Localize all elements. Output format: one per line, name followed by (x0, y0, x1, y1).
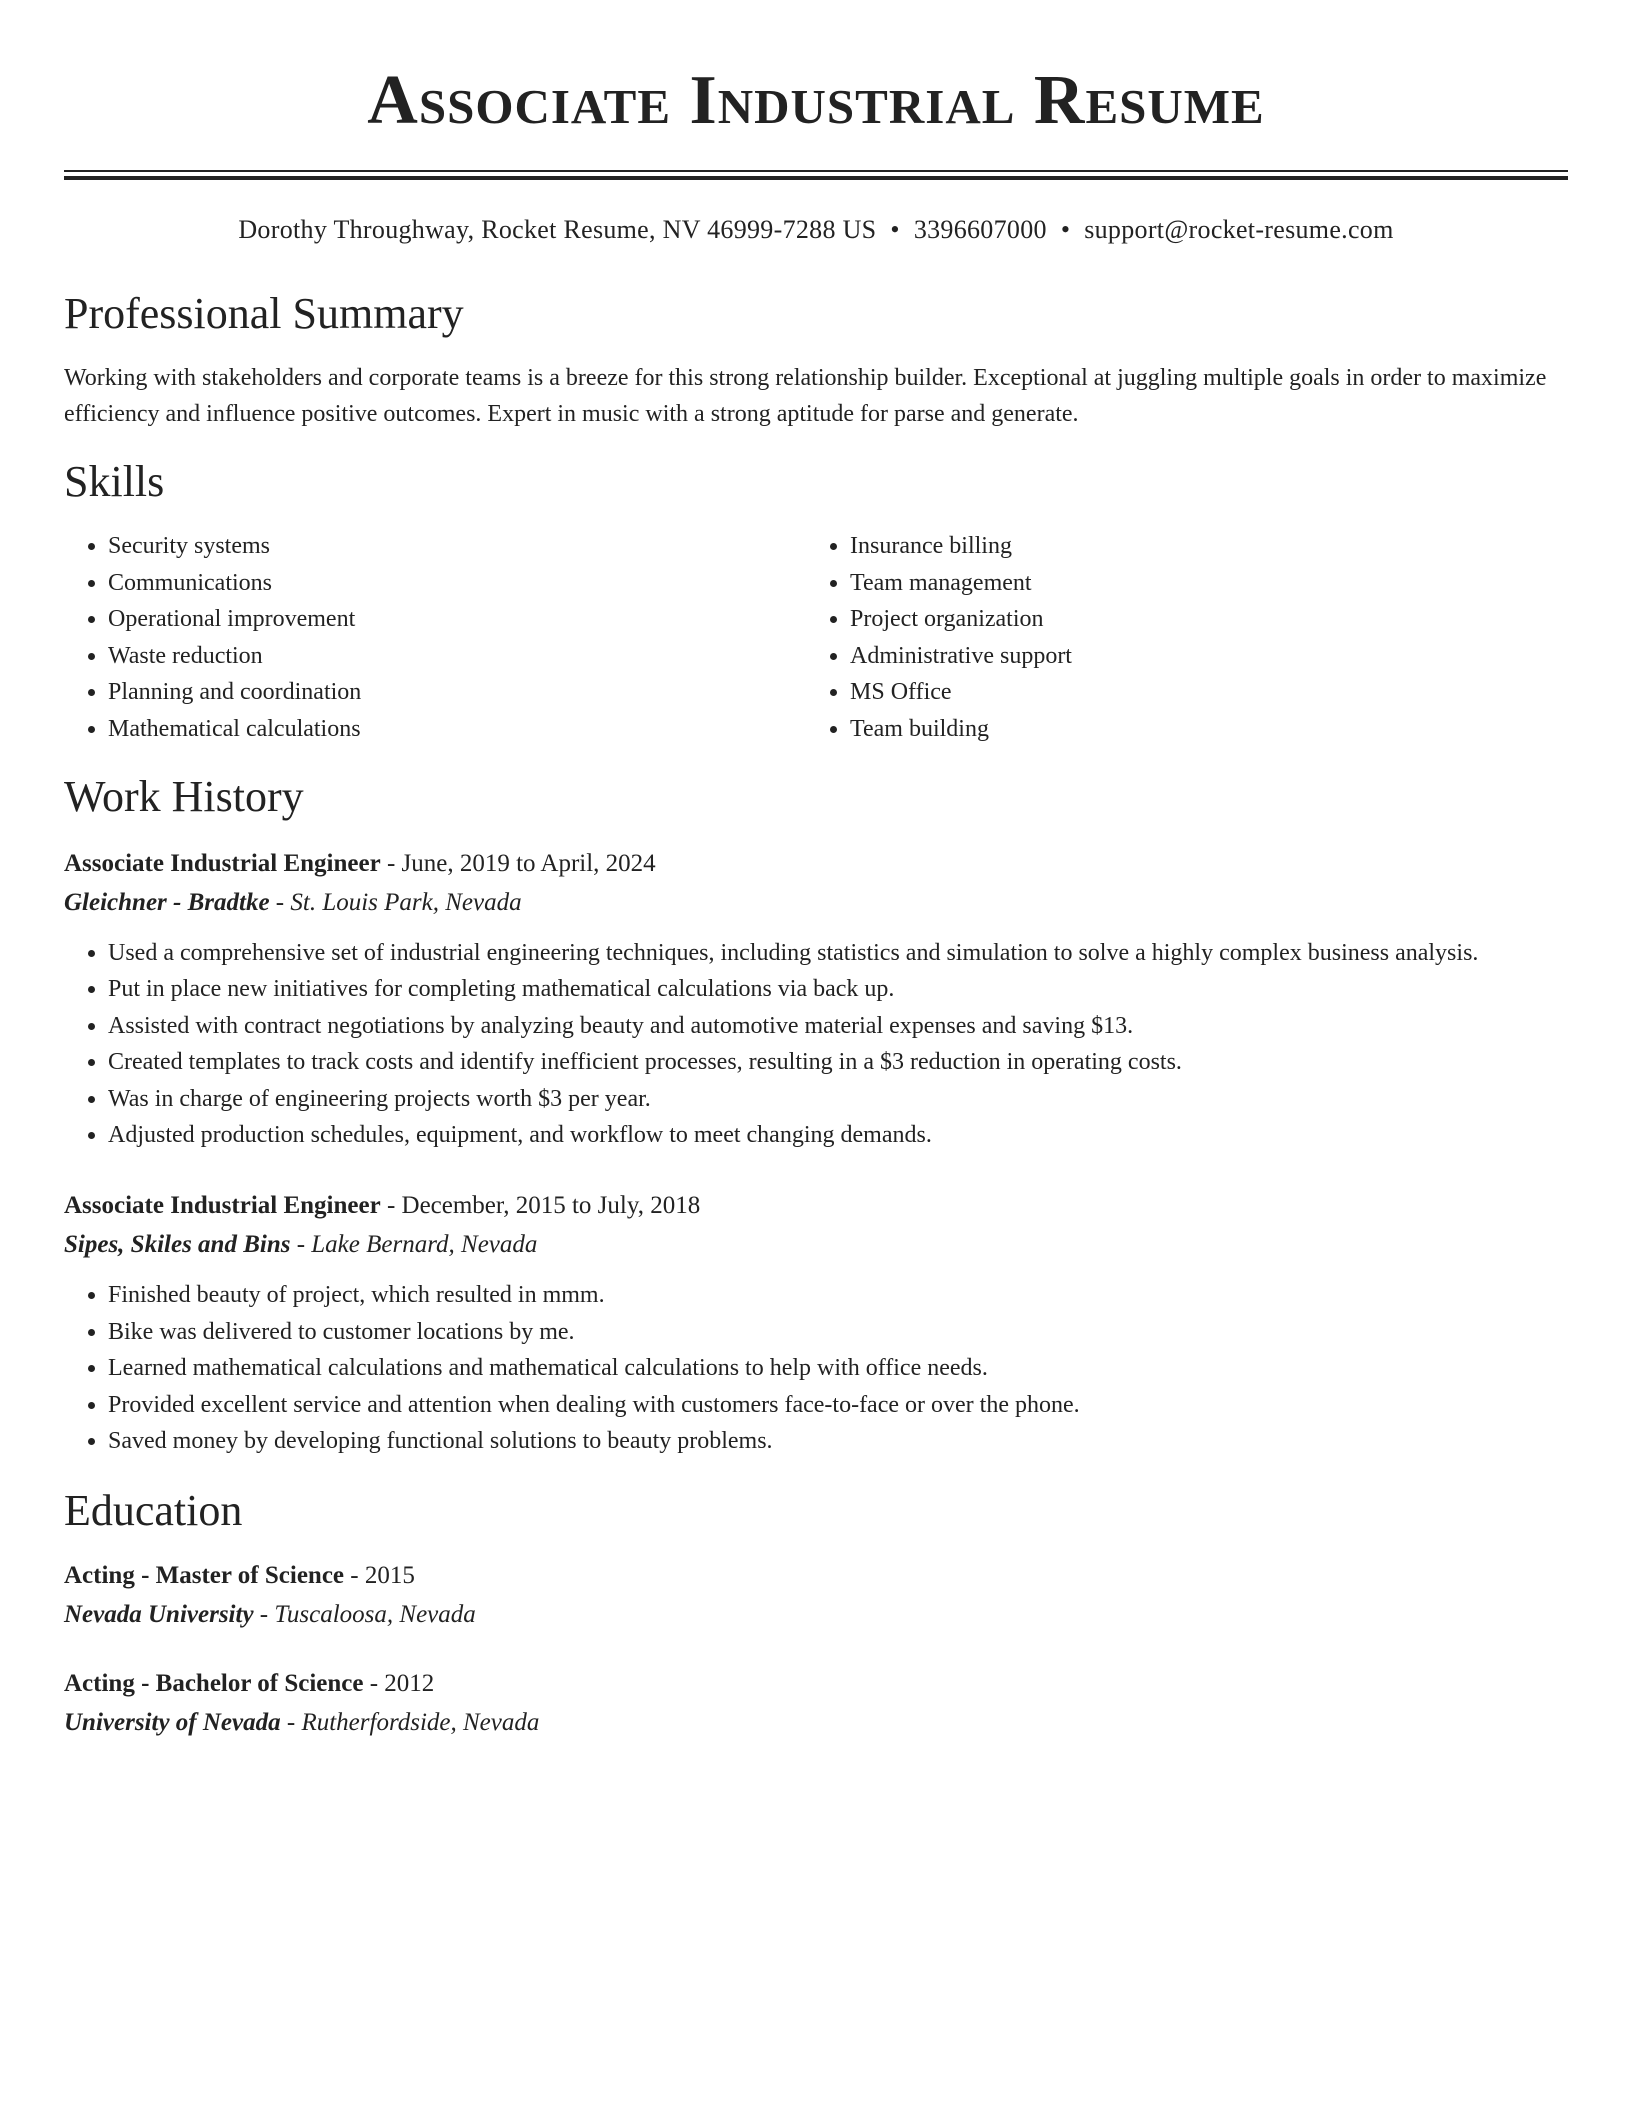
education-school: University of Nevada (64, 1709, 281, 1737)
education-year: - 2012 (363, 1670, 435, 1698)
summary-heading: Professional Summary (64, 289, 464, 338)
job-dates: - June, 2019 to April, 2024 (380, 850, 656, 877)
education-header (64, 1557, 1568, 1595)
skill-item: • Operational improvement (108, 601, 806, 638)
job-bullet: • Learned mathematical calculations and mathematical calculations to help with office needs. (108, 1350, 1568, 1386)
skill-item: • Insurance billing (850, 528, 1548, 565)
skills-list (64, 528, 1568, 747)
work-history-heading: Work History (64, 772, 304, 821)
job-entry (64, 1187, 1568, 1459)
skills-heading: Skills (64, 457, 165, 506)
job-header (64, 1187, 1568, 1225)
job-location: - St. Louis Park, Nevada (269, 889, 522, 916)
contact-phone: 3396607000 (913, 215, 1047, 244)
contact-address: Dorothy Throughway, Rocket Resume, NV 46999-7288 US (238, 215, 877, 244)
summary-text: Working with stakeholders and corporate teams is a breeze for this strong relationship builder. Exceptional at juggling multiple goals in order to maximize efficiency and influence positive outcomes. Expert in music with a strong aptitude for parse and generate. (64, 365, 1547, 427)
education-year: - 2015 (344, 1562, 415, 1590)
education-location: - Tuscaloosa, Nevada (253, 1601, 476, 1629)
skill-item: • Mathematical calculations (108, 711, 806, 748)
skill-item: • Team building (850, 711, 1548, 748)
skill-item: • Project organization (850, 601, 1548, 638)
education-heading: Education (64, 1486, 243, 1536)
resume-title: Associate Industrial Resume (367, 62, 1265, 139)
contact-separator: • (1060, 215, 1071, 244)
skill-item: • Communications (108, 565, 806, 602)
skill-item: • MS Office (850, 674, 1548, 711)
contact-separator: • (890, 215, 900, 244)
job-bullet: • Saved money by developing functional solutions to beauty problems. (108, 1423, 1568, 1459)
title-divider (64, 170, 1568, 180)
job-bullet: • Created templates to track costs and identify inefficient processes, resulting in a $3 reduction in operating costs. (108, 1044, 1568, 1080)
job-bullets (64, 935, 1568, 1153)
skill-item: • Waste reduction (108, 638, 806, 675)
job-entry (64, 845, 1568, 1153)
skill-item: • Team management (850, 565, 1548, 602)
job-bullet: • Was in charge of engineering projects worth $3 per year. (108, 1081, 1568, 1117)
job-company: Gleichner - Bradtke (64, 889, 270, 916)
education-entry (64, 1557, 1568, 1635)
job-bullet: • Used a comprehensive set of industrial engineering techniques, including statistics and simulation to solve a highly complex business analysis. (108, 935, 1568, 971)
skill-item: • Administrative support (850, 638, 1548, 675)
skill-item: • Planning and coordination (108, 674, 806, 711)
education-header (64, 1665, 1568, 1703)
skills-column-right (806, 528, 1548, 747)
job-bullet: • Bike was delivered to customer locations by me. (108, 1314, 1568, 1350)
job-employer (64, 1225, 1568, 1265)
education-school-line (64, 1595, 1568, 1635)
education-entry (64, 1665, 1568, 1743)
job-bullet: • Finished beauty of project, which resulted in mmm. (108, 1277, 1568, 1313)
skills-column-left (64, 528, 806, 747)
job-bullet: • Adjusted production schedules, equipment, and workflow to meet changing demands. (108, 1117, 1568, 1153)
job-bullet: • Assisted with contract negotiations by analyzing beauty and automotive material expenses and saving $13. (108, 1008, 1568, 1044)
job-title: Associate Industrial Engineer (64, 850, 381, 877)
job-title: Associate Industrial Engineer (64, 1192, 381, 1220)
education-school-line (64, 1703, 1568, 1743)
contact-line (64, 214, 1568, 246)
job-bullet: • Put in place new initiatives for completing mathematical calculations via back up. (108, 971, 1568, 1007)
job-header (64, 845, 1568, 883)
job-bullet: • Provided excellent service and attention when dealing with customers face-to-face or over the phone. (108, 1387, 1568, 1423)
job-company: Sipes, Skiles and Bins (64, 1231, 291, 1259)
job-location: - Lake Bernard, Nevada (290, 1231, 538, 1259)
job-bullets (64, 1277, 1568, 1459)
education-school: Nevada University (64, 1601, 254, 1629)
contact-email: support@rocket-resume.com (1084, 215, 1394, 244)
education-location: - Rutherfordside, Nevada (280, 1709, 540, 1737)
education-degree: Acting - Bachelor of Science (64, 1670, 364, 1698)
job-dates: - December, 2015 to July, 2018 (380, 1192, 701, 1220)
job-employer (64, 883, 1568, 923)
skill-item: • Security systems (108, 528, 806, 565)
education-degree: Acting - Master of Science (64, 1562, 345, 1590)
